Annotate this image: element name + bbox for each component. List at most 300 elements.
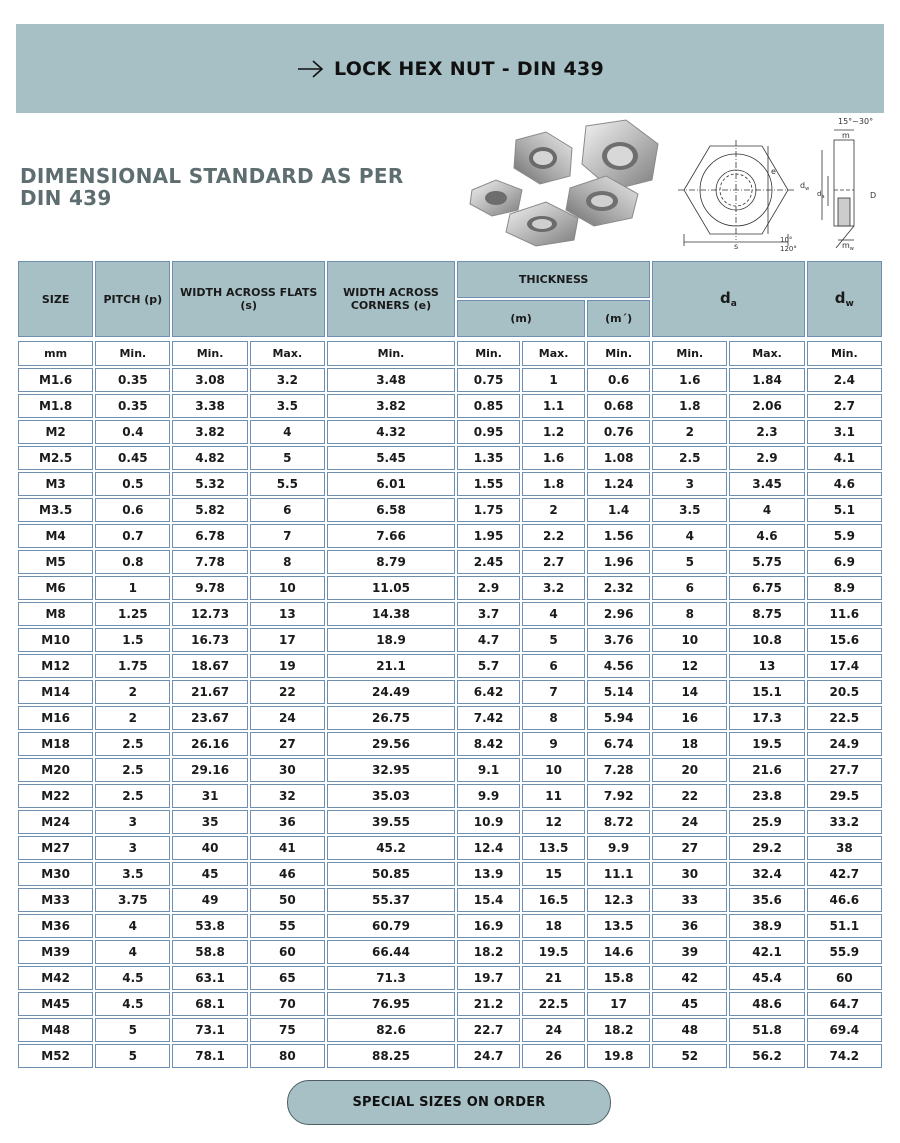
value-cell: 0.8 xyxy=(95,550,170,574)
value-cell: 12.73 xyxy=(172,602,247,626)
unit-cell: Min. xyxy=(457,341,520,366)
value-cell: 1.1 xyxy=(522,394,585,418)
header-width-across-flats: WIDTH ACROSS FLATS (s) xyxy=(172,261,324,337)
value-cell: 26.16 xyxy=(172,732,247,756)
value-cell: 5.5 xyxy=(250,472,325,496)
value-cell: 18.67 xyxy=(172,654,247,678)
value-cell: 29.5 xyxy=(807,784,882,808)
value-cell: 8.72 xyxy=(587,810,650,834)
value-cell: 2.45 xyxy=(457,550,520,574)
value-cell: 3.75 xyxy=(95,888,170,912)
value-cell: 1.5 xyxy=(95,628,170,652)
size-cell: M33 xyxy=(18,888,93,912)
value-cell: 3 xyxy=(652,472,727,496)
value-cell: 16.5 xyxy=(522,888,585,912)
value-cell: 15.6 xyxy=(807,628,882,652)
value-cell: 6.42 xyxy=(457,680,520,704)
value-cell: 14.6 xyxy=(587,940,650,964)
value-cell: 5.14 xyxy=(587,680,650,704)
value-cell: 50.85 xyxy=(327,862,455,886)
value-cell: 18 xyxy=(522,914,585,938)
value-cell: 29.2 xyxy=(729,836,804,860)
header-thickness-m-prime: (m´) xyxy=(587,300,650,337)
value-cell: 2.7 xyxy=(807,394,882,418)
e-label: e xyxy=(771,167,776,176)
value-cell: 0.95 xyxy=(457,420,520,444)
table-row xyxy=(18,758,882,782)
value-cell: 3.5 xyxy=(95,862,170,886)
value-cell: 19 xyxy=(250,654,325,678)
table-row xyxy=(18,654,882,678)
header-width-across-corners: WIDTH ACROSS CORNERS (e) xyxy=(327,261,455,337)
size-cell: M10 xyxy=(18,628,93,652)
value-cell: 0.7 xyxy=(95,524,170,548)
da-sub-label: a xyxy=(821,194,825,200)
dw-sub-label: w xyxy=(805,186,810,192)
value-cell: 5.7 xyxy=(457,654,520,678)
value-cell: 24.49 xyxy=(327,680,455,704)
table-body xyxy=(18,368,882,1068)
value-cell: 35 xyxy=(172,810,247,834)
value-cell: 5 xyxy=(95,1044,170,1068)
value-cell: 7.42 xyxy=(457,706,520,730)
size-cell: M3 xyxy=(18,472,93,496)
value-cell: 9 xyxy=(522,732,585,756)
size-cell: M2 xyxy=(18,420,93,444)
value-cell: 15.8 xyxy=(587,966,650,990)
units-row xyxy=(18,341,882,366)
value-cell: 7.92 xyxy=(587,784,650,808)
value-cell: 17 xyxy=(250,628,325,652)
value-cell: 0.85 xyxy=(457,394,520,418)
value-cell: 1.08 xyxy=(587,446,650,470)
value-cell: 16.73 xyxy=(172,628,247,652)
value-cell: 5.9 xyxy=(807,524,882,548)
size-cell: M1.6 xyxy=(18,368,93,392)
unit-cell: Min. xyxy=(807,341,882,366)
table-row xyxy=(18,706,882,730)
value-cell: 60 xyxy=(807,966,882,990)
value-cell: 19.5 xyxy=(729,732,804,756)
unit-cell: Max. xyxy=(250,341,325,366)
dimensions-table xyxy=(16,259,884,1070)
value-cell: 0.4 xyxy=(95,420,170,444)
value-cell: 66.44 xyxy=(327,940,455,964)
value-cell: 4.56 xyxy=(587,654,650,678)
value-cell: 24 xyxy=(522,1018,585,1042)
value-cell: 12 xyxy=(652,654,727,678)
value-cell: 15.1 xyxy=(729,680,804,704)
value-cell: 24 xyxy=(250,706,325,730)
header-thickness-m: (m) xyxy=(457,300,585,337)
section-subtitle xyxy=(20,165,420,209)
table-row xyxy=(18,888,882,912)
value-cell: 3.82 xyxy=(172,420,247,444)
table-row xyxy=(18,1044,882,1068)
value-cell: 21.6 xyxy=(729,758,804,782)
unit-cell: Max. xyxy=(522,341,585,366)
value-cell: 13 xyxy=(250,602,325,626)
value-cell: 3.38 xyxy=(172,394,247,418)
size-cell: M4 xyxy=(18,524,93,548)
size-cell: M3.5 xyxy=(18,498,93,522)
value-cell: 6.78 xyxy=(172,524,247,548)
dw-label: d xyxy=(800,181,806,190)
value-cell: 9.9 xyxy=(457,784,520,808)
value-cell: 1.55 xyxy=(457,472,520,496)
value-cell: 58.8 xyxy=(172,940,247,964)
value-cell: 65 xyxy=(250,966,325,990)
value-cell: 13 xyxy=(729,654,804,678)
size-cell: M18 xyxy=(18,732,93,756)
value-cell: 42 xyxy=(652,966,727,990)
value-cell: 8.75 xyxy=(729,602,804,626)
value-cell: 10.9 xyxy=(457,810,520,834)
value-cell: 2 xyxy=(522,498,585,522)
value-cell: 19.8 xyxy=(587,1044,650,1068)
value-cell: 22 xyxy=(652,784,727,808)
value-cell: 16.9 xyxy=(457,914,520,938)
value-cell: 0.35 xyxy=(95,394,170,418)
value-cell: 2.2 xyxy=(522,524,585,548)
unit-cell: mm xyxy=(18,341,93,366)
value-cell: 22.5 xyxy=(807,706,882,730)
value-cell: 35.03 xyxy=(327,784,455,808)
value-cell: 13.5 xyxy=(587,914,650,938)
value-cell: 0.45 xyxy=(95,446,170,470)
header-da xyxy=(652,261,804,337)
value-cell: 3.1 xyxy=(807,420,882,444)
arrow-right-icon xyxy=(296,59,326,79)
value-cell: 1.75 xyxy=(457,498,520,522)
value-cell: 14.38 xyxy=(327,602,455,626)
value-cell: 0.68 xyxy=(587,394,650,418)
subtitle-line-2: DIN 439 xyxy=(20,186,112,210)
size-cell: M39 xyxy=(18,940,93,964)
value-cell: 5 xyxy=(95,1018,170,1042)
value-cell: 12 xyxy=(522,810,585,834)
size-cell: M12 xyxy=(18,654,93,678)
value-cell: 3 xyxy=(95,810,170,834)
value-cell: 0.6 xyxy=(95,498,170,522)
value-cell: 45 xyxy=(172,862,247,886)
table-row xyxy=(18,784,882,808)
value-cell: 3.2 xyxy=(250,368,325,392)
value-cell: 53.8 xyxy=(172,914,247,938)
value-cell: 82.6 xyxy=(327,1018,455,1042)
value-cell: 2.7 xyxy=(522,550,585,574)
value-cell: 23.8 xyxy=(729,784,804,808)
size-cell: M2.5 xyxy=(18,446,93,470)
value-cell: 3.5 xyxy=(250,394,325,418)
value-cell: 3 xyxy=(95,836,170,860)
value-cell: 39.55 xyxy=(327,810,455,834)
table-row xyxy=(18,836,882,860)
value-cell: 46 xyxy=(250,862,325,886)
value-cell: 23.67 xyxy=(172,706,247,730)
value-cell: 51.8 xyxy=(729,1018,804,1042)
value-cell: 4.82 xyxy=(172,446,247,470)
value-cell: 20 xyxy=(652,758,727,782)
value-cell: 60.79 xyxy=(327,914,455,938)
value-cell: 26 xyxy=(522,1044,585,1068)
value-cell: 48 xyxy=(652,1018,727,1042)
table-row xyxy=(18,550,882,574)
value-cell: 4 xyxy=(522,602,585,626)
value-cell: 1.96 xyxy=(587,550,650,574)
value-cell: 32 xyxy=(250,784,325,808)
value-cell: 55.37 xyxy=(327,888,455,912)
table-row xyxy=(18,524,882,548)
value-cell: 35.6 xyxy=(729,888,804,912)
value-cell: 10.8 xyxy=(729,628,804,652)
value-cell: 4.7 xyxy=(457,628,520,652)
value-cell: 1.24 xyxy=(587,472,650,496)
value-cell: 13.5 xyxy=(522,836,585,860)
value-cell: 26.75 xyxy=(327,706,455,730)
value-cell: 3.48 xyxy=(327,368,455,392)
table-row xyxy=(18,732,882,756)
angle-top-label: 15°~30° xyxy=(838,117,874,126)
value-cell: 48.6 xyxy=(729,992,804,1016)
value-cell: 1.95 xyxy=(457,524,520,548)
value-cell: 9.9 xyxy=(587,836,650,860)
value-cell: 32.4 xyxy=(729,862,804,886)
value-cell: 5.94 xyxy=(587,706,650,730)
value-cell: 7.78 xyxy=(172,550,247,574)
value-cell: 3.82 xyxy=(327,394,455,418)
value-cell: 4 xyxy=(250,420,325,444)
size-cell: M1.8 xyxy=(18,394,93,418)
value-cell: 69.4 xyxy=(807,1018,882,1042)
header-size: SIZE xyxy=(18,261,93,337)
value-cell: 39 xyxy=(652,940,727,964)
value-cell: 24.7 xyxy=(457,1044,520,1068)
value-cell: 8 xyxy=(250,550,325,574)
table-row xyxy=(18,914,882,938)
value-cell: 2 xyxy=(95,680,170,704)
value-cell: 68.1 xyxy=(172,992,247,1016)
value-cell: 5.45 xyxy=(327,446,455,470)
value-cell: 22.5 xyxy=(522,992,585,1016)
value-cell: 51.1 xyxy=(807,914,882,938)
value-cell: 46.6 xyxy=(807,888,882,912)
value-cell: 5.32 xyxy=(172,472,247,496)
value-cell: 6.9 xyxy=(807,550,882,574)
value-cell: 12.3 xyxy=(587,888,650,912)
unit-cell: Max. xyxy=(729,341,804,366)
value-cell: 10 xyxy=(652,628,727,652)
size-cell: M48 xyxy=(18,1018,93,1042)
value-cell: 42.7 xyxy=(807,862,882,886)
value-cell: 22.7 xyxy=(457,1018,520,1042)
value-cell: 30 xyxy=(652,862,727,886)
value-cell: 19.5 xyxy=(522,940,585,964)
value-cell: 5 xyxy=(250,446,325,470)
value-cell: 42.1 xyxy=(729,940,804,964)
value-cell: 36 xyxy=(250,810,325,834)
value-cell: 1.25 xyxy=(95,602,170,626)
hex-nuts-photo xyxy=(466,118,666,248)
special-sizes-button[interactable]: SPECIAL SIZES ON ORDER xyxy=(287,1080,611,1125)
header-dw xyxy=(807,261,882,337)
value-cell: 3.7 xyxy=(457,602,520,626)
value-cell: 9.1 xyxy=(457,758,520,782)
value-cell: 4.6 xyxy=(807,472,882,496)
svg-text:dw xyxy=(800,181,809,192)
value-cell: 4.6 xyxy=(729,524,804,548)
size-cell: M14 xyxy=(18,680,93,704)
table-row xyxy=(18,602,882,626)
value-cell: 8.79 xyxy=(327,550,455,574)
value-cell: 21.2 xyxy=(457,992,520,1016)
value-cell: 17 xyxy=(587,992,650,1016)
value-cell: 33 xyxy=(652,888,727,912)
value-cell: 4 xyxy=(652,524,727,548)
value-cell: 1.2 xyxy=(522,420,585,444)
value-cell: 2.9 xyxy=(457,576,520,600)
value-cell: 10 xyxy=(250,576,325,600)
value-cell: 29.16 xyxy=(172,758,247,782)
table-row xyxy=(18,862,882,886)
value-cell: 19.7 xyxy=(457,966,520,990)
value-cell: 24 xyxy=(652,810,727,834)
value-cell: 15.4 xyxy=(457,888,520,912)
mw-sub-label: w xyxy=(849,246,854,252)
da-label: d xyxy=(817,190,822,198)
value-cell: 4.1 xyxy=(807,446,882,470)
unit-cell: Min. xyxy=(587,341,650,366)
size-cell: M5 xyxy=(18,550,93,574)
value-cell: 3.45 xyxy=(729,472,804,496)
value-cell: 8.9 xyxy=(807,576,882,600)
value-cell: 1.35 xyxy=(457,446,520,470)
angle-10-label: 10° xyxy=(780,236,793,244)
value-cell: 45.2 xyxy=(327,836,455,860)
value-cell: 1.4 xyxy=(587,498,650,522)
header-thickness: THICKNESS xyxy=(457,261,650,298)
value-cell: 60 xyxy=(250,940,325,964)
value-cell: 17.4 xyxy=(807,654,882,678)
value-cell: 0.6 xyxy=(587,368,650,392)
value-cell: 41 xyxy=(250,836,325,860)
value-cell: 5.1 xyxy=(807,498,882,522)
header-pitch: PITCH (p) xyxy=(95,261,170,337)
value-cell: 14 xyxy=(652,680,727,704)
value-cell: 21.67 xyxy=(172,680,247,704)
value-cell: 4 xyxy=(729,498,804,522)
value-cell: 70 xyxy=(250,992,325,1016)
value-cell: 1.84 xyxy=(729,368,804,392)
header-da-main: d xyxy=(720,289,731,307)
table-row xyxy=(18,966,882,990)
unit-cell: Min. xyxy=(95,341,170,366)
value-cell: 11 xyxy=(522,784,585,808)
table-row xyxy=(18,680,882,704)
value-cell: 5.75 xyxy=(729,550,804,574)
title-banner xyxy=(16,24,884,113)
value-cell: 40 xyxy=(172,836,247,860)
value-cell: 32.95 xyxy=(327,758,455,782)
size-cell: M27 xyxy=(18,836,93,860)
table-row xyxy=(18,940,882,964)
value-cell: 16 xyxy=(652,706,727,730)
value-cell: 36 xyxy=(652,914,727,938)
unit-cell: Min. xyxy=(652,341,727,366)
D-label: D xyxy=(870,191,877,200)
value-cell: 6 xyxy=(522,654,585,678)
s-label: s xyxy=(734,242,739,251)
value-cell: 4.5 xyxy=(95,992,170,1016)
value-cell: 15 xyxy=(522,862,585,886)
table-row xyxy=(18,1018,882,1042)
value-cell: 2.5 xyxy=(95,732,170,756)
value-cell: 1.6 xyxy=(652,368,727,392)
m-label: m xyxy=(842,131,850,140)
table-row xyxy=(18,628,882,652)
value-cell: 71.3 xyxy=(327,966,455,990)
size-cell: M52 xyxy=(18,1044,93,1068)
value-cell: 50 xyxy=(250,888,325,912)
value-cell: 1.6 xyxy=(522,446,585,470)
value-cell: 27 xyxy=(652,836,727,860)
value-cell: 4 xyxy=(95,914,170,938)
size-cell: M24 xyxy=(18,810,93,834)
value-cell: 80 xyxy=(250,1044,325,1068)
value-cell: 3.2 xyxy=(522,576,585,600)
header-dw-sub: w xyxy=(845,299,854,309)
value-cell: 18.9 xyxy=(327,628,455,652)
value-cell: 7 xyxy=(522,680,585,704)
size-cell: M6 xyxy=(18,576,93,600)
value-cell: 9.78 xyxy=(172,576,247,600)
value-cell: 27 xyxy=(250,732,325,756)
size-cell: M16 xyxy=(18,706,93,730)
value-cell: 78.1 xyxy=(172,1044,247,1068)
value-cell: 6.75 xyxy=(729,576,804,600)
value-cell: 27.7 xyxy=(807,758,882,782)
value-cell: 25.9 xyxy=(729,810,804,834)
value-cell: 11.05 xyxy=(327,576,455,600)
table-row xyxy=(18,368,882,392)
table-row xyxy=(18,446,882,470)
value-cell: 29.56 xyxy=(327,732,455,756)
value-cell: 8 xyxy=(522,706,585,730)
value-cell: 2 xyxy=(652,420,727,444)
value-cell: 2.5 xyxy=(652,446,727,470)
size-cell: M30 xyxy=(18,862,93,886)
size-cell: M22 xyxy=(18,784,93,808)
value-cell: 21.1 xyxy=(327,654,455,678)
table-row xyxy=(18,472,882,496)
value-cell: 55 xyxy=(250,914,325,938)
value-cell: 18 xyxy=(652,732,727,756)
value-cell: 1.8 xyxy=(652,394,727,418)
header-dw-main: d xyxy=(834,289,846,307)
value-cell: 2.5 xyxy=(95,784,170,808)
technical-drawing xyxy=(672,116,884,256)
value-cell: 3.5 xyxy=(652,498,727,522)
value-cell: 24.9 xyxy=(807,732,882,756)
value-cell: 4.32 xyxy=(327,420,455,444)
value-cell: 64.7 xyxy=(807,992,882,1016)
value-cell: 6 xyxy=(652,576,727,600)
svg-text:mw xyxy=(842,241,854,252)
value-cell: 18.2 xyxy=(587,1018,650,1042)
value-cell: 1 xyxy=(95,576,170,600)
value-cell: 22 xyxy=(250,680,325,704)
value-cell: 0.76 xyxy=(587,420,650,444)
